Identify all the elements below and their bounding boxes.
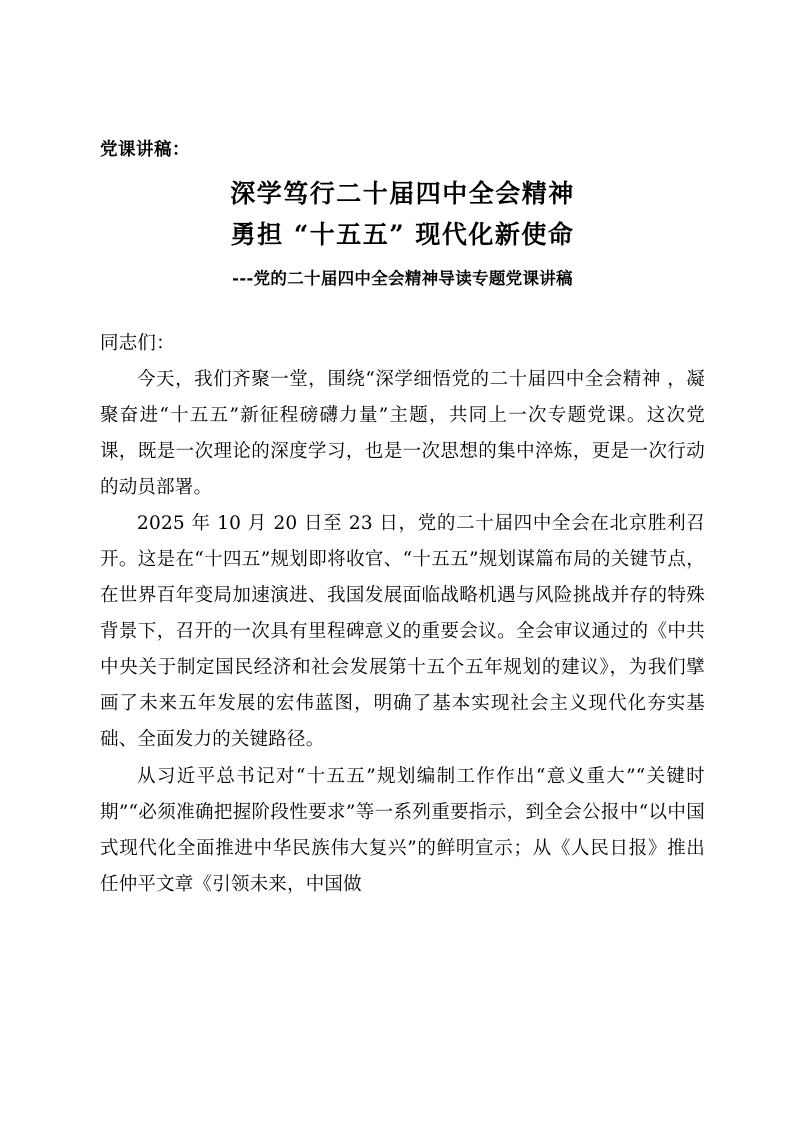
document-title	[100, 173, 705, 256]
title-line-1: 深学笃行二十届四中全会精神	[230, 178, 575, 208]
title-line-2: 勇担 “十五五” 现代化新使命	[230, 219, 575, 249]
document-body	[100, 326, 705, 903]
paragraph-2: 2025 年 10 月 20 日至 23 日，党的二十届四中全会在北京胜利召开。这是在“十四五”规划即将收官、“十五五”规划谋篇布局的关键节点，在世界百年变局加速演进、我国发展面临战略机遇与风险挑战并存的特殊背景下，召开的一次具有里程碑意义的重要会议。全会审议通过的《中共中央关于制定国民经济和社会发展第十五个五年规划的建议》，为我们擘画了未来五年发展的宏伟蓝图，明确了基本实现社会主义现代化夯实基础、全面发力的关键路径。	[100, 513, 705, 751]
document-subtitle: ---党的二十届四中全会精神导读专题党课讲稿	[232, 269, 573, 288]
paragraph-1: 今天，我们齐聚一堂，围绕“深学细悟党的二十届四中全会精神 ，凝聚奋进“十五五”新征程磅礴力量”主题，共同上一次专题党课。这次党课，既是一次理论的深度学习，也是一次思想的集中淬炼，更是一次行动的动员部署。	[100, 368, 705, 498]
document-label: 党课讲稿：	[100, 140, 190, 160]
paragraph-3: 从习近平总书记对“十五五”规划编制工作作出“意义重大”“关键时期”“必须准确把握阶段性要求”等一系列重要指示，到全会公报中“以中国式现代化全面推进中华民族伟大复兴”的鲜明宣示；从《人民日报》推出任仲平文章《引领未来，中国做	[100, 765, 705, 895]
salutation: 同志们：	[100, 332, 175, 354]
